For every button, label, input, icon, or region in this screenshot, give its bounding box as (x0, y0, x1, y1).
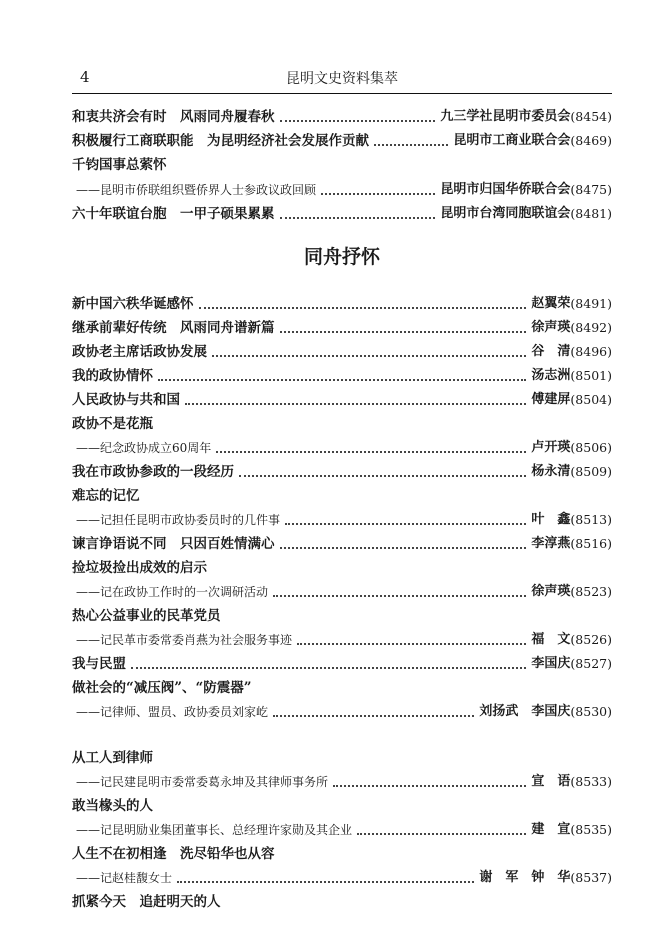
entry-title: 我与民盟 (72, 656, 126, 672)
toc-entry (72, 387, 612, 409)
entry-title: 从工人到律师 (72, 750, 153, 766)
entry-title: 抓紧今天 追赶明天的人 (72, 894, 221, 910)
dot-leader (374, 144, 448, 146)
toc-entry-subtitle (72, 865, 612, 887)
entry-subtitle: ——记民革市委常委肖燕为社会服务事迹 (76, 633, 293, 647)
section-title: 同舟抒怀 (303, 246, 380, 268)
dot-leader (297, 643, 526, 645)
dot-leader (357, 833, 526, 835)
entry-subtitle: ——记昆明励业集团董事长、总经理许家勋及其企业 (76, 823, 353, 837)
entry-author: 李淳燕 (531, 536, 571, 551)
entry-author: 刘扬武 李国庆 (479, 704, 571, 719)
entry-title: 政协老主席话政协发展 (72, 344, 207, 360)
entry-subtitle: ——昆明市侨联组织暨侨界人士参政议政回顾 (76, 183, 317, 197)
entry-page: (8516) (570, 536, 612, 551)
entry-subtitle: ——记民建昆明市委常委葛永坤及其律师事务所 (76, 775, 329, 789)
entry-subtitle: ——记担任昆明市政协委员时的几件事 (76, 513, 281, 527)
entry-page: (8533) (570, 774, 612, 789)
entry-title: 千钧国事总萦怀 (72, 157, 167, 173)
entry-title: 人生不在初相逢 洗尽铅华也从容 (72, 846, 275, 862)
entry-page: (8454) (570, 109, 612, 124)
dot-leader (321, 193, 435, 195)
entry-author: 昆明市台湾同胞联谊会 (440, 206, 571, 221)
entry-title: 难忘的记忆 (72, 488, 140, 504)
toc-entry-subtitle (72, 579, 612, 601)
entry-author: 傅建屏 (531, 392, 571, 407)
page-header (72, 60, 612, 96)
dot-leader (158, 379, 526, 381)
toc-entry-subtitle (72, 769, 612, 791)
toc-entry (72, 128, 612, 150)
entry-page: (8481) (570, 206, 612, 221)
entry-page: (8509) (570, 464, 612, 479)
entry-subtitle: ——纪念政协成立60周年 (76, 441, 212, 455)
toc-entry-subtitle (72, 699, 612, 721)
dot-leader (273, 595, 526, 597)
toc-entry (72, 675, 612, 697)
entry-author: 徐声瑛 (531, 584, 571, 599)
entry-page: (8526) (570, 632, 612, 647)
entry-page: (8491) (570, 296, 612, 311)
toc-entry-subtitle (72, 507, 612, 529)
entry-page: (8475) (570, 182, 612, 197)
entry-title: 人民政协与共和国 (72, 392, 180, 408)
entry-author: 宣 语 (531, 774, 571, 789)
toc-entry (72, 603, 612, 625)
toc-entry (72, 889, 612, 911)
entry-page: (8492) (570, 320, 612, 335)
toc-entry (72, 745, 612, 767)
entry-page: (8504) (570, 392, 612, 407)
toc-entry (72, 201, 612, 223)
entry-title: 我在市政协参政的一段经历 (72, 464, 234, 480)
dot-leader (280, 217, 436, 219)
entry-page: (8527) (570, 656, 612, 671)
dot-leader (131, 667, 526, 669)
toc-entry (72, 841, 612, 863)
dot-leader (177, 881, 474, 883)
dot-leader (273, 715, 474, 717)
entry-title: 继承前辈好传统 风雨同舟谱新篇 (72, 320, 275, 336)
entry-page: (8501) (570, 368, 612, 383)
dot-leader (280, 547, 527, 549)
entry-author: 建 宣 (531, 822, 571, 837)
entry-title: 捡垃圾捡出成效的启示 (72, 560, 207, 576)
toc-entry (72, 104, 612, 126)
entry-page: (8535) (570, 822, 612, 837)
entry-title: 新中国六秩华诞感怀 (72, 296, 194, 312)
entry-title: 敢当椽头的人 (72, 798, 153, 814)
toc-entry (72, 651, 612, 673)
entry-subtitle: ——记在政协工作时的一次调研活动 (76, 585, 269, 599)
entry-page: (8496) (570, 344, 612, 359)
toc-entry (72, 152, 612, 174)
entry-author: 谢 军 钟 华 (479, 870, 571, 885)
entry-author: 叶 鑫 (531, 512, 571, 527)
toc-entry (72, 793, 612, 815)
entry-page: (8469) (570, 133, 612, 148)
toc-entry (72, 483, 612, 505)
entry-title: 积极履行工商联职能 为昆明经济社会发展作贡献 (72, 133, 369, 149)
dot-leader (285, 523, 526, 525)
entry-page: (8513) (570, 512, 612, 527)
entry-title: 和衷共济会有时 风雨同舟履春秋 (72, 109, 275, 125)
dot-leader (239, 475, 526, 477)
entry-page: (8537) (570, 870, 612, 885)
entry-author: 卢开瑛 (531, 440, 571, 455)
entry-subtitle: ——记赵桂馥女士 (76, 871, 173, 885)
toc-entry (72, 315, 612, 337)
entry-author: 李国庆 (531, 656, 571, 671)
entry-author: 福 文 (531, 632, 571, 647)
dot-leader (185, 403, 526, 405)
toc-entry (72, 291, 612, 313)
entry-subtitle: ——记律师、盟员、政协委员刘家屹 (76, 705, 269, 719)
dot-leader (333, 785, 526, 787)
toc-entry (72, 411, 612, 433)
dot-leader (280, 331, 527, 333)
toc-entry (72, 555, 612, 577)
toc-entry-subtitle (72, 435, 612, 457)
entry-title: 六十年联谊台胞 一甲子硕果累累 (72, 206, 275, 222)
dot-leader (212, 355, 526, 357)
dot-leader (280, 120, 436, 122)
entry-author: 汤志洲 (531, 368, 571, 383)
toc-entry-subtitle (72, 627, 612, 649)
entry-author: 谷 清 (531, 344, 571, 359)
toc-entry-subtitle (72, 817, 612, 839)
entry-page: (8523) (570, 584, 612, 599)
entry-title: 热心公益事业的民革党员 (72, 608, 221, 624)
entry-author: 徐声瑛 (531, 320, 571, 335)
page-number: 4 (80, 68, 90, 86)
entry-author: 昆明市归国华侨联合会 (440, 182, 571, 197)
entry-author: 赵翼荣 (531, 296, 571, 311)
toc-entry (72, 459, 612, 481)
entry-title: 我的政协情怀 (72, 368, 153, 384)
toc-entry (72, 339, 612, 361)
entry-author: 昆明市工商业联合会 (453, 133, 571, 148)
toc-entry (72, 363, 612, 385)
header-rule (72, 93, 612, 94)
running-title: 昆明文史资料集萃 (286, 71, 398, 87)
dot-leader (199, 307, 527, 309)
toc-entry (72, 531, 612, 553)
toc-entry-subtitle (72, 177, 612, 199)
entry-author: 九三学社昆明市委员会 (440, 109, 571, 124)
entry-page: (8530) (570, 704, 612, 719)
entry-page: (8506) (570, 440, 612, 455)
entry-title: 政协不是花瓶 (72, 416, 153, 432)
entry-author: 杨永清 (531, 464, 571, 479)
entry-title: 做社会的“减压阀”、“防震器” (72, 680, 252, 696)
entry-title: 谏言诤语说不同 只因百姓情满心 (72, 536, 275, 552)
dot-leader (216, 451, 526, 453)
